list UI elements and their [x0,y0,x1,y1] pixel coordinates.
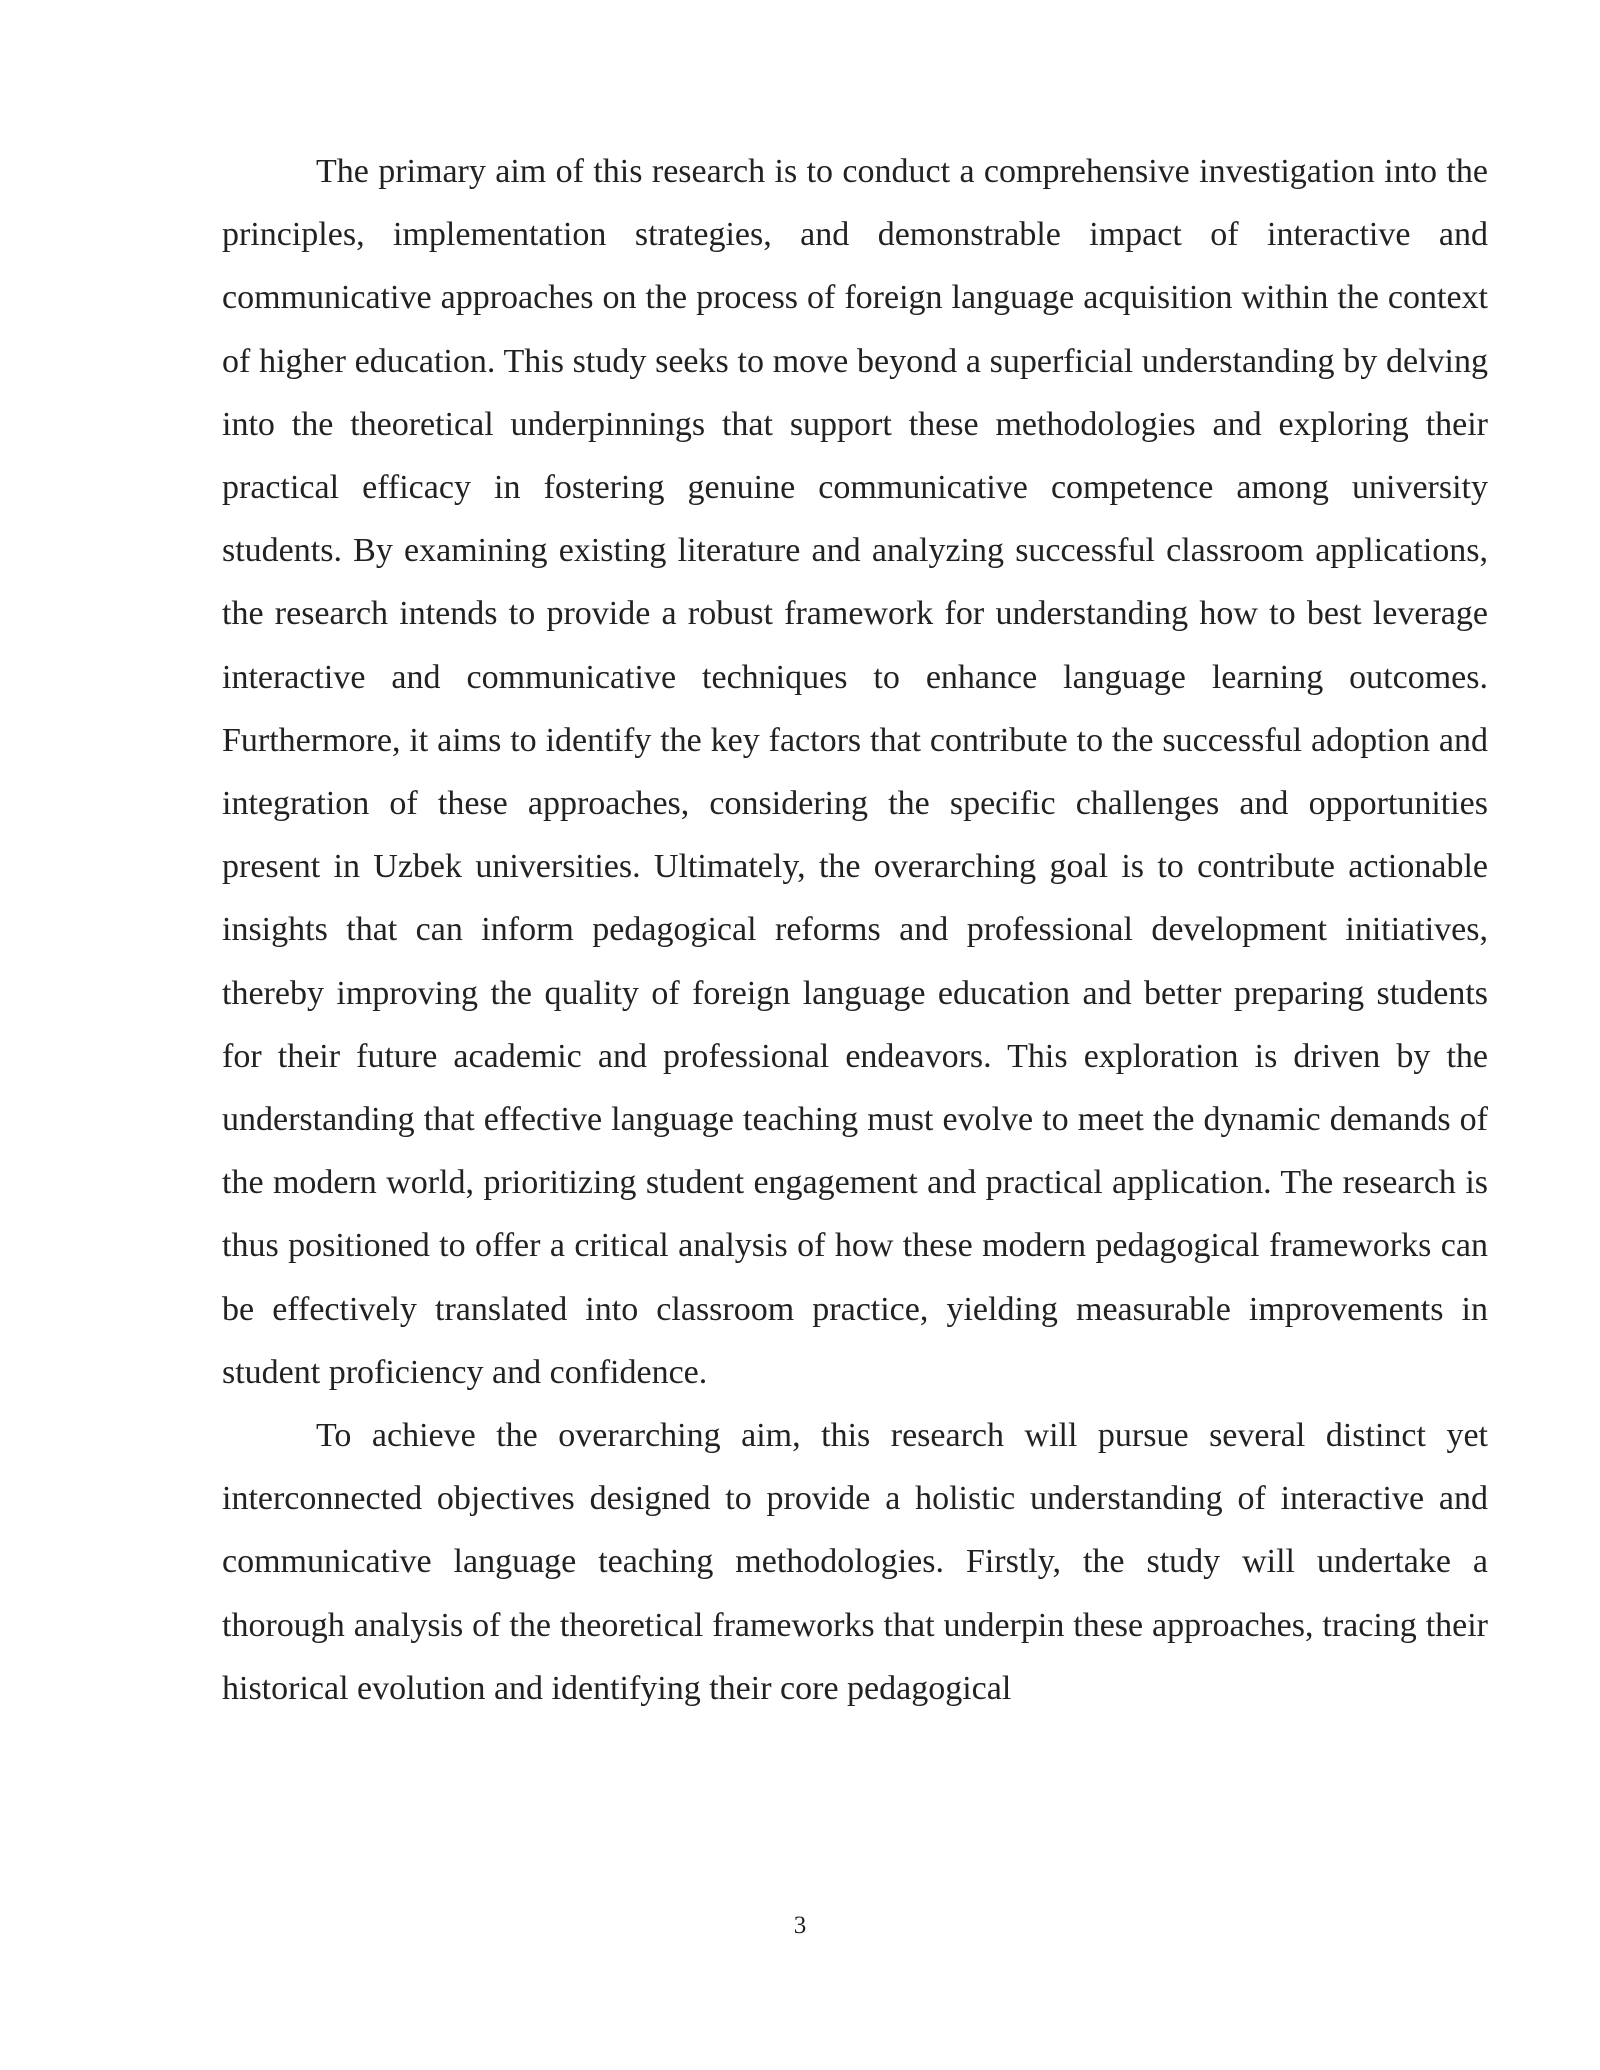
body-text [222,140,1488,1720]
paragraph-research-aim: The primary aim of this research is to conduct a comprehensive investigation into the principles, implementation strategies, and demonstrable impact of interactive and communicative approaches on the process of foreign language acquisition within the context of higher education. This study seeks to move beyond a superficial understanding by delving into the theoretical underpinnings that support these methodologies and exploring their practical efficacy in fostering genuine communicative competence among university students. By examining existing literature and analyzing successful classroom applications, the research intends to provide a robust framework for understanding how to best leverage interactive and communicative techniques to enhance language learning outcomes. Furthermore, it aims to identify the key factors that contribute to the successful adoption and integration of these approaches, considering the specific challenges and opportunities present in Uzbek universities. Ultimately, the overarching goal is to contribute actionable insights that can inform pedagogical reforms and professional development initiatives, thereby improving the quality of foreign language education and better preparing students for their future academic and professional endeavors. This exploration is driven by the understanding that effective language teaching must evolve to meet the dynamic demands of the modern world, prioritizing student engagement and practical application. The research is thus positioned to offer a critical analysis of how these modern pedagogical frameworks can be effectively translated into classroom practice, yielding measurable improvements in student proficiency and confidence. [222,153,1488,1391]
page-number: 3 [793,1912,807,1939]
paragraph-research-objectives: To achieve the overarching aim, this research will pursue several distinct yet interconnected objectives designed to provide a holistic understanding of interactive and communicative language teaching methodologies. Firstly, the study will undertake a thorough analysis of the theoretical frameworks that underpin these approaches, tracing their historical evolution and identifying their core pedagogical [222,1417,1488,1707]
